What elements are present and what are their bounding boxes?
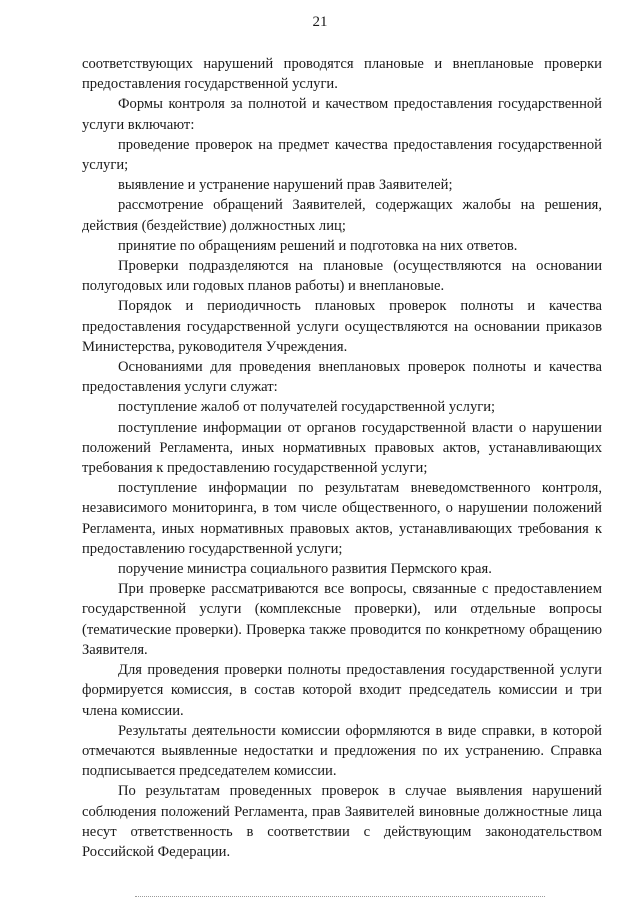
list-item-violations: выявление и устранение нарушений прав Заявителей; — [118, 177, 453, 194]
paragraph-commission: Для проведения проверки полноты предоставления государственной услуги формируется комиссия, в состав которой входит председатель комиссии и три члена комиссии. — [82, 662, 602, 719]
paragraph-unplanned-grounds: Основаниями для проведения внеплановых проверок полноты и качества предоставления услуги служат: — [82, 359, 602, 396]
paragraph-control-forms: Формы контроля за полнотой и качеством предоставления государственной услуги включают: — [82, 96, 602, 133]
list-item-decisions: принятие по обращениям решений и подготовка на них ответов. — [118, 237, 518, 254]
list-item-info-authorities: поступление информации от органов государственной власти о нарушении положений Регламента, иных нормативных правовых актов, устанавливающих требования к предоставлению государственной услуги; — [82, 419, 602, 477]
paragraph-liability: По результатам проведенных проверок в случае выявления нарушений соблюдения положений Регламента, прав Заявителей виновные должностные лица несут ответственность в соответствии с действующим законодательством Российской Федерации. — [82, 783, 602, 860]
list-item-minister-order: поручение министра социального развития Пермского края. — [118, 561, 492, 578]
list-item-complaints: рассмотрение обращений Заявителей, содержащих жалобы на решения, действия (бездействие) должностных лиц; — [82, 197, 602, 234]
list-item-info-monitoring: поступление информации по результатам вневедомственного контроля, независимого мониторинга, в том числе общественного, о нарушении положений Регламента, иных нормативных правовых актов, устанавливающих требования к предоставлению государственной услуги; — [82, 480, 602, 557]
document-body — [82, 54, 602, 862]
paragraph-commission-results: Результаты деятельности комиссии оформляются в виде справки, в которой отмечаются выявленные недостатки и предложения по их устранению. Справка подписывается председателем комиссии. — [82, 722, 602, 780]
scan-edge-marks — [135, 896, 545, 898]
paragraph-inspection-scope: При проверке рассматриваются все вопросы, связанные с предоставлением государственной услуги (комплексные проверки), или отдельные вопросы (тематические проверки). Проверка также проводится по конкретному обращению Заявителя. — [82, 581, 602, 658]
page-number: 21 — [312, 14, 328, 30]
list-item-complaints-received: поступление жалоб от получателей государственной услуги; — [118, 399, 496, 416]
paragraph-continuation: соответствующих нарушений проводятся плановые и внеплановые проверки предоставления государственной услуги. — [82, 56, 602, 93]
paragraph-inspection-types: Проверки подразделяются на плановые (осуществляются на основании полугодовых или годовых планов работы) и внеплановые. — [82, 258, 602, 295]
paragraph-planned-procedure: Порядок и периодичность плановых проверок полноты и качества предоставления государственной услуги осуществляются на основании приказов Министерства, руководителя Учреждения. — [82, 298, 602, 355]
list-item-inspections: проведение проверок на предмет качества предоставления государственной услуги; — [82, 136, 602, 174]
